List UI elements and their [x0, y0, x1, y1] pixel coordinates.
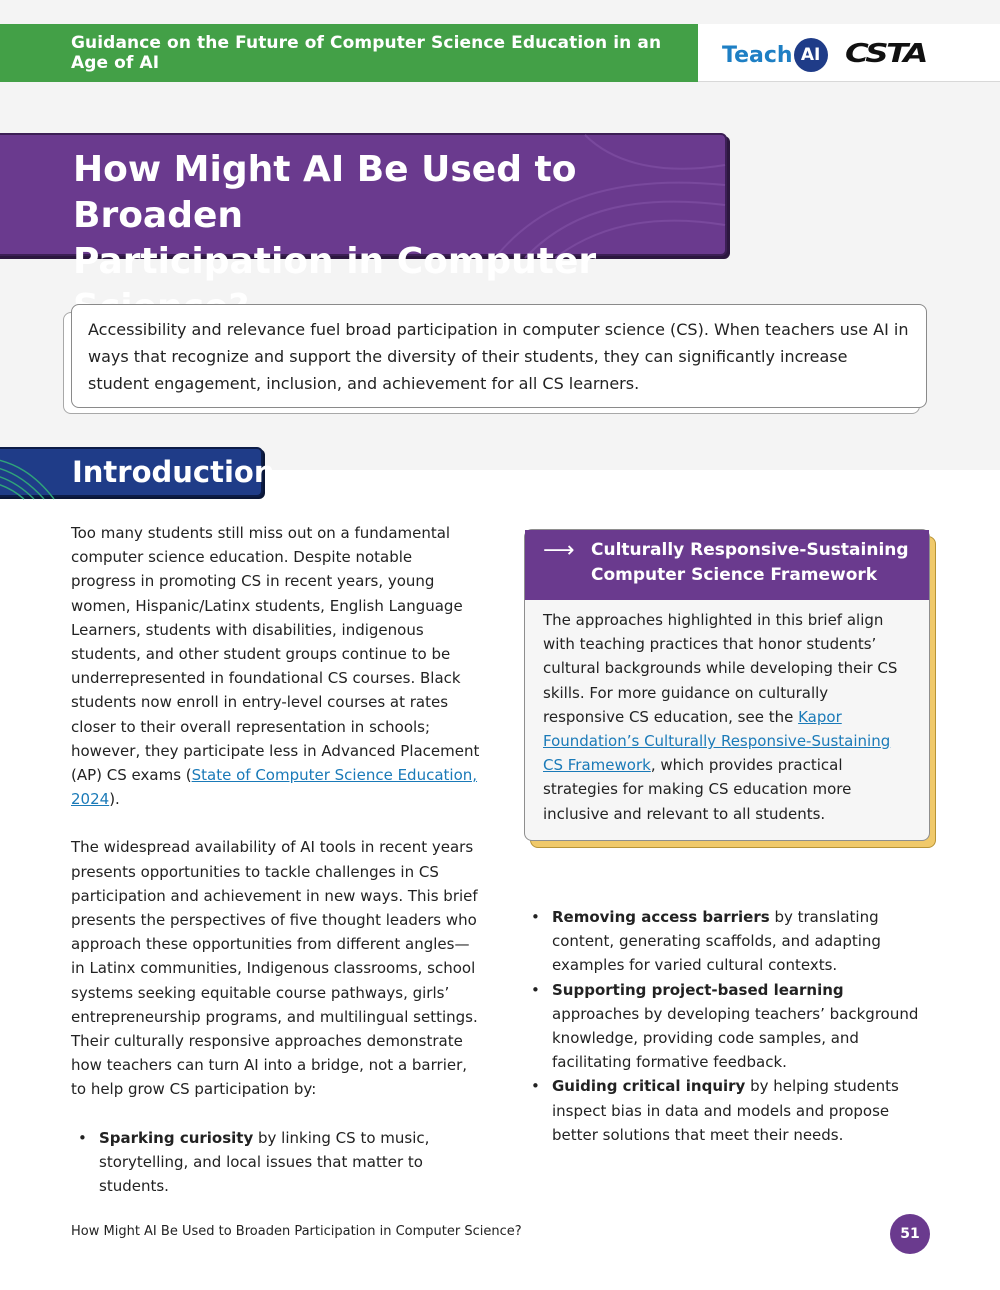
left-column	[71, 521, 481, 1198]
summary-box	[71, 304, 927, 408]
bullet-text: by translating content, generating scaffolds, and adapting examples for varied cultural contexts.	[552, 908, 881, 975]
bullet-text: approaches by developing teachers’ background knowledge, providing code samples, and facilitating formative feedback.	[552, 1004, 919, 1072]
kapor-framework-link[interactable]: Kapor Foundation’s Culturally Responsive-Sustaining CS Framework	[543, 707, 891, 775]
arrow-right-icon: ⟶	[543, 538, 575, 563]
bullet-text: by helping students inspect bias in data and models and propose better solutions that meet their needs.	[552, 1077, 899, 1144]
sidebar-body-end: , which provides practical strategies for making CS education more inclusive and relevant to all students.	[543, 756, 852, 823]
sidebar-card-header	[525, 530, 929, 600]
page-number-badge: 51	[890, 1214, 930, 1254]
intro-paragraph-1	[71, 521, 481, 811]
sidebar-body-text: The approaches highlighted in this brief align with teaching practices that honor students’ cultural backgrounds while developing their CS skills. For more guidance on culturally responsive CS education, see the	[543, 611, 898, 726]
title-banner	[0, 133, 727, 282]
bullet-bold: Supporting project-based learning	[552, 980, 844, 999]
list-item	[524, 1074, 934, 1147]
list-item	[524, 905, 934, 978]
header-banner-text: Guidance on the Future of Computer Science Education in an Age of AI	[71, 33, 662, 73]
introduction-heading: Introduction	[72, 455, 275, 489]
list-item	[524, 978, 934, 1075]
bullet-bold: Sparking curiosity	[99, 1128, 254, 1147]
intro-paragraph-1-end: ).	[109, 790, 120, 809]
sidebar-card-body	[525, 600, 929, 834]
page-title-line-2: Participation in Computer	[73, 241, 597, 282]
state-of-cs-education-link[interactable]: State of Computer Science Education, 2024	[71, 766, 478, 809]
left-bullet-list	[71, 1126, 481, 1199]
list-item	[71, 1126, 481, 1199]
teachai-logo	[722, 38, 828, 72]
teachai-logo-word: Teach	[722, 42, 793, 68]
csta-logo: CSTA	[845, 39, 926, 69]
header-banner	[0, 24, 698, 82]
right-column	[524, 905, 934, 1147]
intro-paragraph-2: The widespread availability of AI tools in recent years presents opportunities to tackle challenges in CS participation and achievement in new ways. This brief presents the perspectives of five thought leaders who approach these opportunities from different angles—in Latinx communities, Indigenous classrooms, school systems seeking equitable course pathways, girls’ entrepreneurship programs, and multilingual settings. Their culturally responsive approaches demonstrate how teachers can turn AI into a bridge, not a barrier, to help grow CS participation by:	[71, 838, 478, 1099]
introduction-heading-tab	[0, 447, 275, 497]
teachai-logo-ai: AI	[794, 38, 828, 72]
swirl-decoration-icon	[0, 449, 74, 499]
sidebar-card	[524, 529, 930, 841]
intro-paragraph-1-text: Too many students still miss out on a fundamental computer science education. Despite notable progress in promoting CS in recent years, young women, Hispanic/Latinx students, English Language Learners, students with disabilities, indigenous students, and other student groups continue to be underrepresented in foundational CS courses. Black students now enroll in entry-level courses at rates closer to their overall representation in schools; however, they participate less in Advanced Placement (AP) CS exams (	[71, 524, 480, 785]
bullet-text: by linking CS to music, storytelling, and local issues that matter to students.	[99, 1128, 430, 1196]
summary-text: Accessibility and relevance fuel broad participation in computer science (CS). When teachers use AI in ways that recognize and support the diversity of their students, they can significantly increase student engagement, inclusion, and achievement for all CS learners.	[88, 320, 909, 393]
right-bullet-list	[524, 905, 934, 1147]
header-logos	[698, 24, 1000, 82]
sidebar-card-title: Culturally Responsive-Sustaining Computer Science Framework	[591, 540, 909, 585]
bullet-bold: Removing access barriers	[552, 908, 770, 926]
bullet-bold: Guiding critical inquiry	[552, 1077, 746, 1096]
page-title-line-1: How Might AI Be Used to Broaden	[73, 149, 577, 236]
footer-title: How Might AI Be Used to Broaden Participation in Computer Science?	[71, 1224, 522, 1239]
